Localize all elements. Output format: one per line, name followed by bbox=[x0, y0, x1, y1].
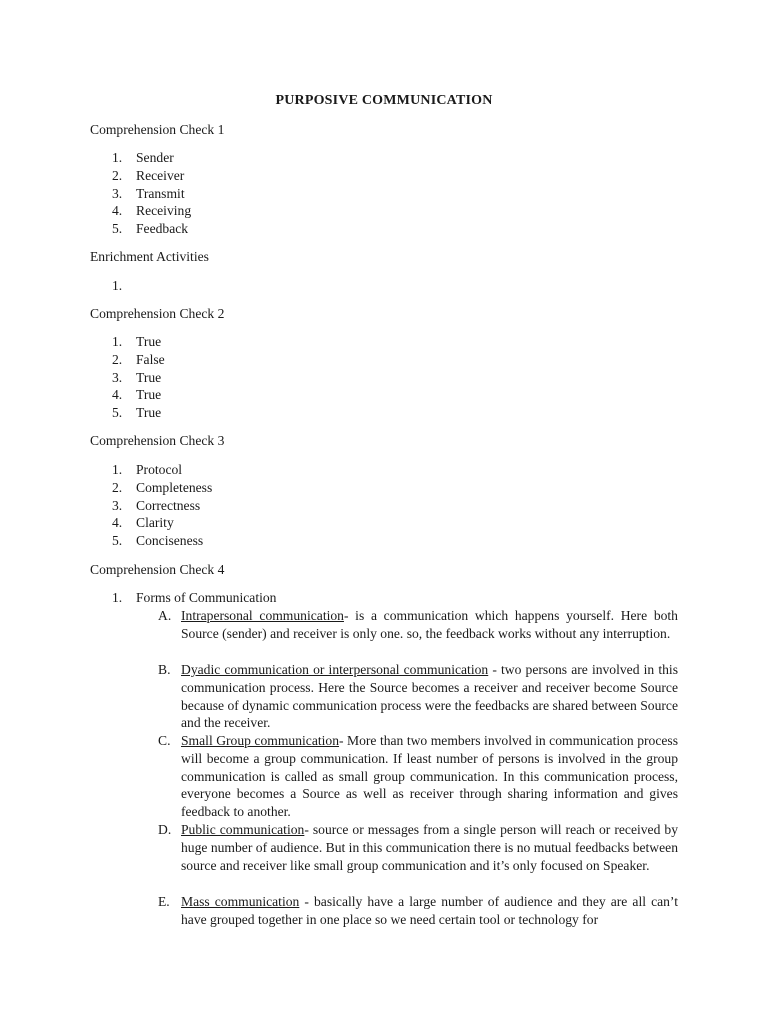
list-item: 5. True bbox=[112, 405, 162, 421]
list-item: 1. Sender bbox=[112, 150, 174, 165]
check2-list bbox=[112, 333, 165, 422]
list-item: 3. Transmit bbox=[112, 185, 185, 201]
list-item: 5. Conciseness bbox=[112, 533, 204, 549]
check3-list bbox=[112, 461, 212, 550]
enrichment-heading: Enrichment Activities bbox=[90, 249, 209, 264]
form-item-a: A. Intrapersonal communication- is a communication which happens yourself. Here both Source (sender) and receiver is only one. so, the feedback works without any interruption. bbox=[158, 608, 678, 641]
list-item: 1. Protocol bbox=[112, 462, 183, 477]
list-item: 5. Feedback bbox=[112, 221, 189, 237]
form-term: Dyadic communication or interpersonal communication bbox=[181, 662, 489, 677]
check3-heading: Comprehension Check 3 bbox=[90, 433, 225, 448]
form-term: Intrapersonal communication bbox=[181, 608, 344, 623]
form-item-b: B. Dyadic communication or interpersonal communication - two persons are involved in this communication process. Here the Source becomes a receiver and receiver become Source because of dynamic communication process were the feedbacks are shared between Source and the receiver. bbox=[158, 662, 678, 731]
page-title: PURPOSIVE COMMUNICATION bbox=[275, 93, 493, 108]
list-item: 2. Receiver bbox=[112, 167, 185, 183]
list-item: 2. Completeness bbox=[112, 479, 213, 495]
form-item-c: C. Small Group communication- More than two members involved in communication process will become a group communication. If least number of persons is involved in the group communication is called as small group communication. In this communication process, everyone becomes a Source as well as receiver through sharing information and gives feedback to another. bbox=[158, 733, 678, 820]
list-item: 4. Receiving bbox=[112, 203, 192, 219]
form-term: Small Group communication bbox=[181, 733, 339, 748]
forms-of-communication-item: 1. Forms of Communication bbox=[112, 590, 277, 605]
check1-heading: Comprehension Check 1 bbox=[90, 122, 225, 137]
form-item-e: E. Mass communication - basically have a large number of audience and they are all can’t have grouped together in one place so we need certain tool or technology for bbox=[158, 894, 678, 927]
list-item: 3. True bbox=[112, 369, 162, 385]
list-item: 3. Correctness bbox=[112, 497, 201, 513]
form-term: Public communication bbox=[181, 822, 305, 837]
check4-heading: Comprehension Check 4 bbox=[90, 562, 225, 577]
list-item: 1. True bbox=[112, 334, 162, 349]
list-item: 2. False bbox=[112, 351, 165, 367]
enrichment-list bbox=[112, 277, 136, 295]
list-item: 4. Clarity bbox=[112, 515, 174, 531]
form-term: Mass communication bbox=[181, 894, 300, 909]
list-item: 1. bbox=[112, 278, 123, 293]
form-item-d: D. Public communication- source or messages from a single person will reach or received by huge number of audience. But in this communication there is no mutual feedbacks between source and receiver like small group communication and it’s only focused on Speaker. bbox=[158, 822, 678, 873]
list-item: 4. True bbox=[112, 387, 162, 403]
check2-heading: Comprehension Check 2 bbox=[90, 306, 225, 321]
check1-list bbox=[112, 149, 191, 238]
